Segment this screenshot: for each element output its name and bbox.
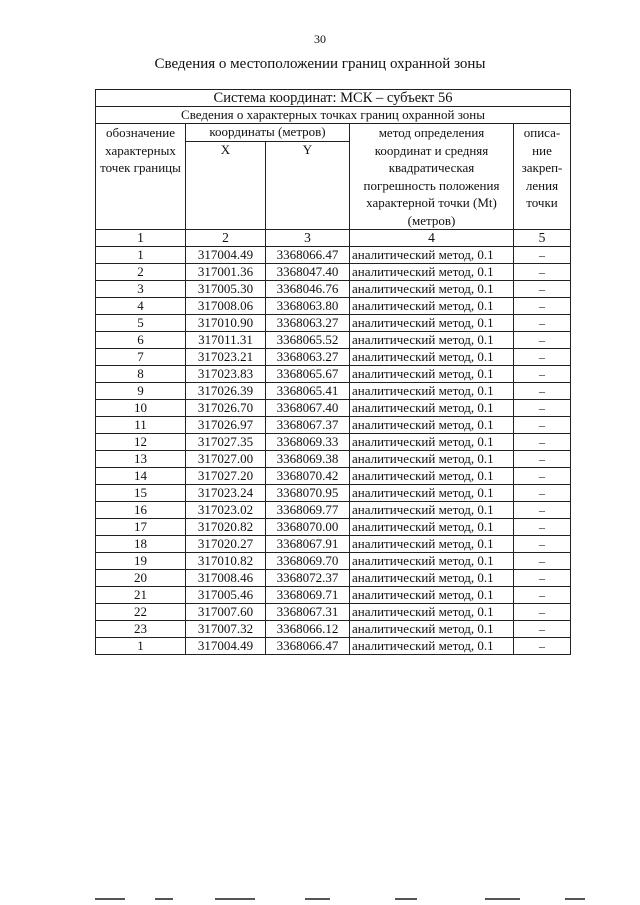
y-cell: 3368066.12 [266, 621, 350, 638]
coordinate-system-label: Система координат: МСК – субъект 56 [96, 90, 571, 107]
section-label: Сведения о характерных точках границ охранной зоны [96, 107, 571, 124]
column-number: 3 [266, 230, 350, 247]
table-row [96, 553, 571, 570]
method-cell: аналитический метод, 0.1 [350, 621, 514, 638]
method-cell: аналитический метод, 0.1 [350, 485, 514, 502]
x-cell: 317027.20 [186, 468, 266, 485]
point-cell: 5 [96, 315, 186, 332]
y-cell: 3368063.27 [266, 315, 350, 332]
y-cell: 3368065.67 [266, 366, 350, 383]
table-row [96, 519, 571, 536]
point-cell: 13 [96, 451, 186, 468]
table-row [96, 247, 571, 264]
table-row [96, 332, 571, 349]
scan-artifact [95, 898, 615, 902]
x-cell: 317010.82 [186, 553, 266, 570]
method-cell: аналитический метод, 0.1 [350, 298, 514, 315]
column-number: 5 [514, 230, 571, 247]
column-number: 4 [350, 230, 514, 247]
method-cell: аналитический метод, 0.1 [350, 570, 514, 587]
header-designation: обозначение характерных точек границы [96, 124, 186, 230]
table-row [96, 349, 571, 366]
point-cell: 7 [96, 349, 186, 366]
method-cell: аналитический метод, 0.1 [350, 264, 514, 281]
point-cell: 20 [96, 570, 186, 587]
y-cell: 3368069.71 [266, 587, 350, 604]
x-cell: 317026.39 [186, 383, 266, 400]
point-cell: 8 [96, 366, 186, 383]
point-cell: 1 [96, 638, 186, 655]
coordinates-table [95, 89, 571, 655]
x-cell: 317004.49 [186, 638, 266, 655]
x-cell: 317023.21 [186, 349, 266, 366]
description-cell: – [514, 298, 571, 315]
method-cell: аналитический метод, 0.1 [350, 468, 514, 485]
y-cell: 3368072.37 [266, 570, 350, 587]
table-row [96, 315, 571, 332]
table-row [96, 604, 571, 621]
point-cell: 17 [96, 519, 186, 536]
header-x: X [186, 141, 266, 229]
y-cell: 3368067.31 [266, 604, 350, 621]
y-cell: 3368046.76 [266, 281, 350, 298]
point-cell: 1 [96, 247, 186, 264]
method-cell: аналитический метод, 0.1 [350, 315, 514, 332]
description-cell: – [514, 519, 571, 536]
column-numbers-row [96, 230, 571, 247]
column-number: 1 [96, 230, 186, 247]
x-cell: 317027.35 [186, 434, 266, 451]
header-y: Y [266, 141, 350, 229]
description-cell: – [514, 468, 571, 485]
description-cell: – [514, 587, 571, 604]
table-row [96, 451, 571, 468]
point-cell: 2 [96, 264, 186, 281]
description-cell: – [514, 536, 571, 553]
x-cell: 317027.00 [186, 451, 266, 468]
description-cell: – [514, 638, 571, 655]
point-cell: 16 [96, 502, 186, 519]
table-row [96, 536, 571, 553]
header-method: метод определения координат и средняя квадратическая погрешность положения характерной точки (Mt) (метров) [350, 124, 514, 230]
point-cell: 10 [96, 400, 186, 417]
y-cell: 3368065.52 [266, 332, 350, 349]
x-cell: 317020.27 [186, 536, 266, 553]
table-row [96, 502, 571, 519]
table-row [96, 264, 571, 281]
method-cell: аналитический метод, 0.1 [350, 400, 514, 417]
x-cell: 317011.31 [186, 332, 266, 349]
y-cell: 3368067.40 [266, 400, 350, 417]
description-cell: – [514, 417, 571, 434]
description-cell: – [514, 332, 571, 349]
y-cell: 3368070.95 [266, 485, 350, 502]
method-cell: аналитический метод, 0.1 [350, 553, 514, 570]
point-cell: 3 [96, 281, 186, 298]
x-cell: 317010.90 [186, 315, 266, 332]
method-cell: аналитический метод, 0.1 [350, 587, 514, 604]
y-cell: 3368069.70 [266, 553, 350, 570]
point-cell: 11 [96, 417, 186, 434]
method-cell: аналитический метод, 0.1 [350, 281, 514, 298]
table-row [96, 400, 571, 417]
table-row [96, 417, 571, 434]
method-cell: аналитический метод, 0.1 [350, 366, 514, 383]
table-row [96, 485, 571, 502]
method-cell: аналитический метод, 0.1 [350, 519, 514, 536]
x-cell: 317026.70 [186, 400, 266, 417]
x-cell: 317008.46 [186, 570, 266, 587]
x-cell: 317023.24 [186, 485, 266, 502]
x-cell: 317005.30 [186, 281, 266, 298]
method-cell: аналитический метод, 0.1 [350, 247, 514, 264]
method-cell: аналитический метод, 0.1 [350, 434, 514, 451]
x-cell: 317023.02 [186, 502, 266, 519]
table-row [96, 587, 571, 604]
table-row [96, 638, 571, 655]
document-title: Сведения о местоположении границ охранной зоны [154, 56, 486, 72]
table-row [96, 366, 571, 383]
table-body [96, 247, 571, 655]
column-number: 2 [186, 230, 266, 247]
x-cell: 317008.06 [186, 298, 266, 315]
description-cell: – [514, 264, 571, 281]
header-description: описа-ние закреп-ления точки [514, 124, 571, 230]
table-row [96, 621, 571, 638]
description-cell: – [514, 604, 571, 621]
point-cell: 6 [96, 332, 186, 349]
description-cell: – [514, 315, 571, 332]
page-number: 30 [314, 32, 326, 46]
point-cell: 18 [96, 536, 186, 553]
y-cell: 3368066.47 [266, 638, 350, 655]
method-cell: аналитический метод, 0.1 [350, 349, 514, 366]
description-cell: – [514, 570, 571, 587]
description-cell: – [514, 621, 571, 638]
header-coordinates: координаты (метров) [186, 124, 350, 142]
x-cell: 317026.97 [186, 417, 266, 434]
x-cell: 317001.36 [186, 264, 266, 281]
y-cell: 3368070.42 [266, 468, 350, 485]
method-cell: аналитический метод, 0.1 [350, 451, 514, 468]
y-cell: 3368067.37 [266, 417, 350, 434]
y-cell: 3368069.38 [266, 451, 350, 468]
point-cell: 14 [96, 468, 186, 485]
y-cell: 3368069.77 [266, 502, 350, 519]
table-row [96, 281, 571, 298]
method-cell: аналитический метод, 0.1 [350, 536, 514, 553]
description-cell: – [514, 502, 571, 519]
description-cell: – [514, 485, 571, 502]
y-cell: 3368069.33 [266, 434, 350, 451]
table-row [96, 298, 571, 315]
x-cell: 317007.60 [186, 604, 266, 621]
description-cell: – [514, 553, 571, 570]
point-cell: 4 [96, 298, 186, 315]
method-cell: аналитический метод, 0.1 [350, 502, 514, 519]
point-cell: 12 [96, 434, 186, 451]
point-cell: 21 [96, 587, 186, 604]
method-cell: аналитический метод, 0.1 [350, 604, 514, 621]
x-cell: 317007.32 [186, 621, 266, 638]
method-cell: аналитический метод, 0.1 [350, 383, 514, 400]
description-cell: – [514, 383, 571, 400]
y-cell: 3368070.00 [266, 519, 350, 536]
point-cell: 9 [96, 383, 186, 400]
y-cell: 3368065.41 [266, 383, 350, 400]
y-cell: 3368047.40 [266, 264, 350, 281]
table-row [96, 434, 571, 451]
description-cell: – [514, 247, 571, 264]
table-row [96, 383, 571, 400]
table-row [96, 570, 571, 587]
x-cell: 317020.82 [186, 519, 266, 536]
description-cell: – [514, 434, 571, 451]
y-cell: 3368063.27 [266, 349, 350, 366]
point-cell: 23 [96, 621, 186, 638]
point-cell: 15 [96, 485, 186, 502]
x-cell: 317004.49 [186, 247, 266, 264]
description-cell: – [514, 400, 571, 417]
method-cell: аналитический метод, 0.1 [350, 638, 514, 655]
method-cell: аналитический метод, 0.1 [350, 332, 514, 349]
y-cell: 3368066.47 [266, 247, 350, 264]
method-cell: аналитический метод, 0.1 [350, 417, 514, 434]
point-cell: 19 [96, 553, 186, 570]
description-cell: – [514, 451, 571, 468]
y-cell: 3368063.80 [266, 298, 350, 315]
description-cell: – [514, 281, 571, 298]
description-cell: – [514, 366, 571, 383]
x-cell: 317005.46 [186, 587, 266, 604]
x-cell: 317023.83 [186, 366, 266, 383]
description-cell: – [514, 349, 571, 366]
y-cell: 3368067.91 [266, 536, 350, 553]
point-cell: 22 [96, 604, 186, 621]
table-row [96, 468, 571, 485]
